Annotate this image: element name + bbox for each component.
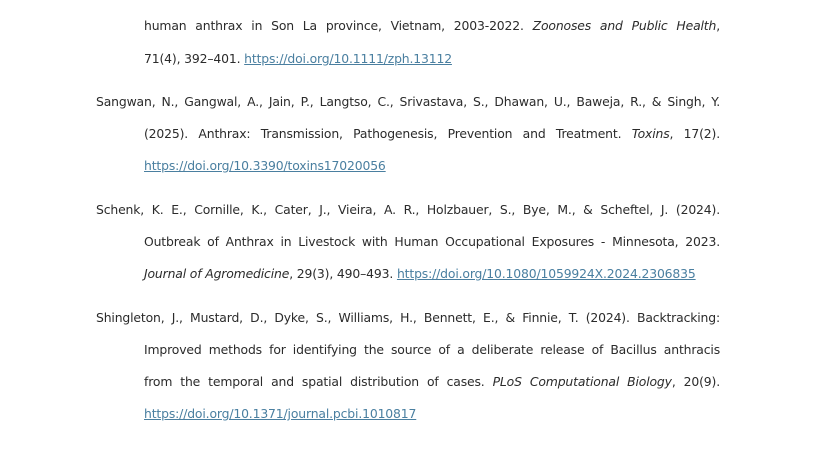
- reference-line: [144, 234, 720, 250]
- journal-title: Zoonoses and Public Health: [532, 18, 717, 33]
- reference-authors: Sangwan, N., Gangwal, A., Jain, P., Langtso, C., Srivastava, S., Dhawan, U., Baweja, R., & Singh, Y.: [96, 94, 720, 109]
- reference-line: [96, 202, 720, 218]
- reference-text: , 17(2).: [669, 126, 720, 141]
- reference-text: , 20(9).: [671, 374, 720, 389]
- reference-authors: Shingleton, J., Mustard, D., Dyke, S., Williams, H., Bennett, E., & Finnie, T. (2024). Backtracking:: [96, 310, 720, 325]
- reference-line: [144, 406, 416, 422]
- reference-text: ,: [716, 18, 721, 33]
- reference-text: Outbreak of Anthrax in Livestock with Human Occupational Exposures - Minnesota, 2023.: [144, 234, 720, 249]
- reference-line: [144, 158, 386, 174]
- journal-title: Journal of Agromedicine: [144, 266, 290, 281]
- reference-line: [144, 342, 720, 358]
- journal-title: Toxins: [631, 126, 670, 141]
- doi-link[interactable]: https://doi.org/10.1111/zph.13112: [244, 51, 452, 66]
- reference-text: from the temporal and spatial distribution of cases.: [144, 374, 493, 389]
- reference-line: [96, 310, 720, 326]
- reference-line: [144, 51, 452, 67]
- reference-text: Improved methods for identifying the source of a deliberate release of Bacillus anthracis: [144, 342, 720, 357]
- doi-link[interactable]: https://doi.org/10.3390/toxins17020056: [144, 158, 386, 173]
- journal-title: PLoS Computational Biology: [492, 374, 672, 389]
- doi-link[interactable]: https://doi.org/10.1080/1059924X.2024.2306835: [396, 266, 696, 281]
- doi-link[interactable]: https://doi.org/10.1371/journal.pcbi.1010817: [144, 406, 417, 421]
- reference-text: (2025). Anthrax: Transmission, Pathogenesis, Prevention and Treatment.: [144, 126, 632, 141]
- reference-text: human anthrax in Son La province, Vietnam, 2003-2022.: [144, 18, 533, 33]
- reference-text: 71(4), 392–401.: [144, 51, 245, 66]
- reference-line: [144, 18, 720, 34]
- reference-line: [144, 126, 720, 142]
- reference-line: [144, 266, 696, 282]
- reference-authors: Schenk, K. E., Cornille, K., Cater, J., Vieira, A. R., Holzbauer, S., Bye, M., & Scheftel, J. (2024).: [96, 202, 720, 217]
- reference-line: [144, 374, 720, 390]
- reference-text: , 29(3), 490–493.: [289, 266, 397, 281]
- reference-line: [96, 94, 720, 110]
